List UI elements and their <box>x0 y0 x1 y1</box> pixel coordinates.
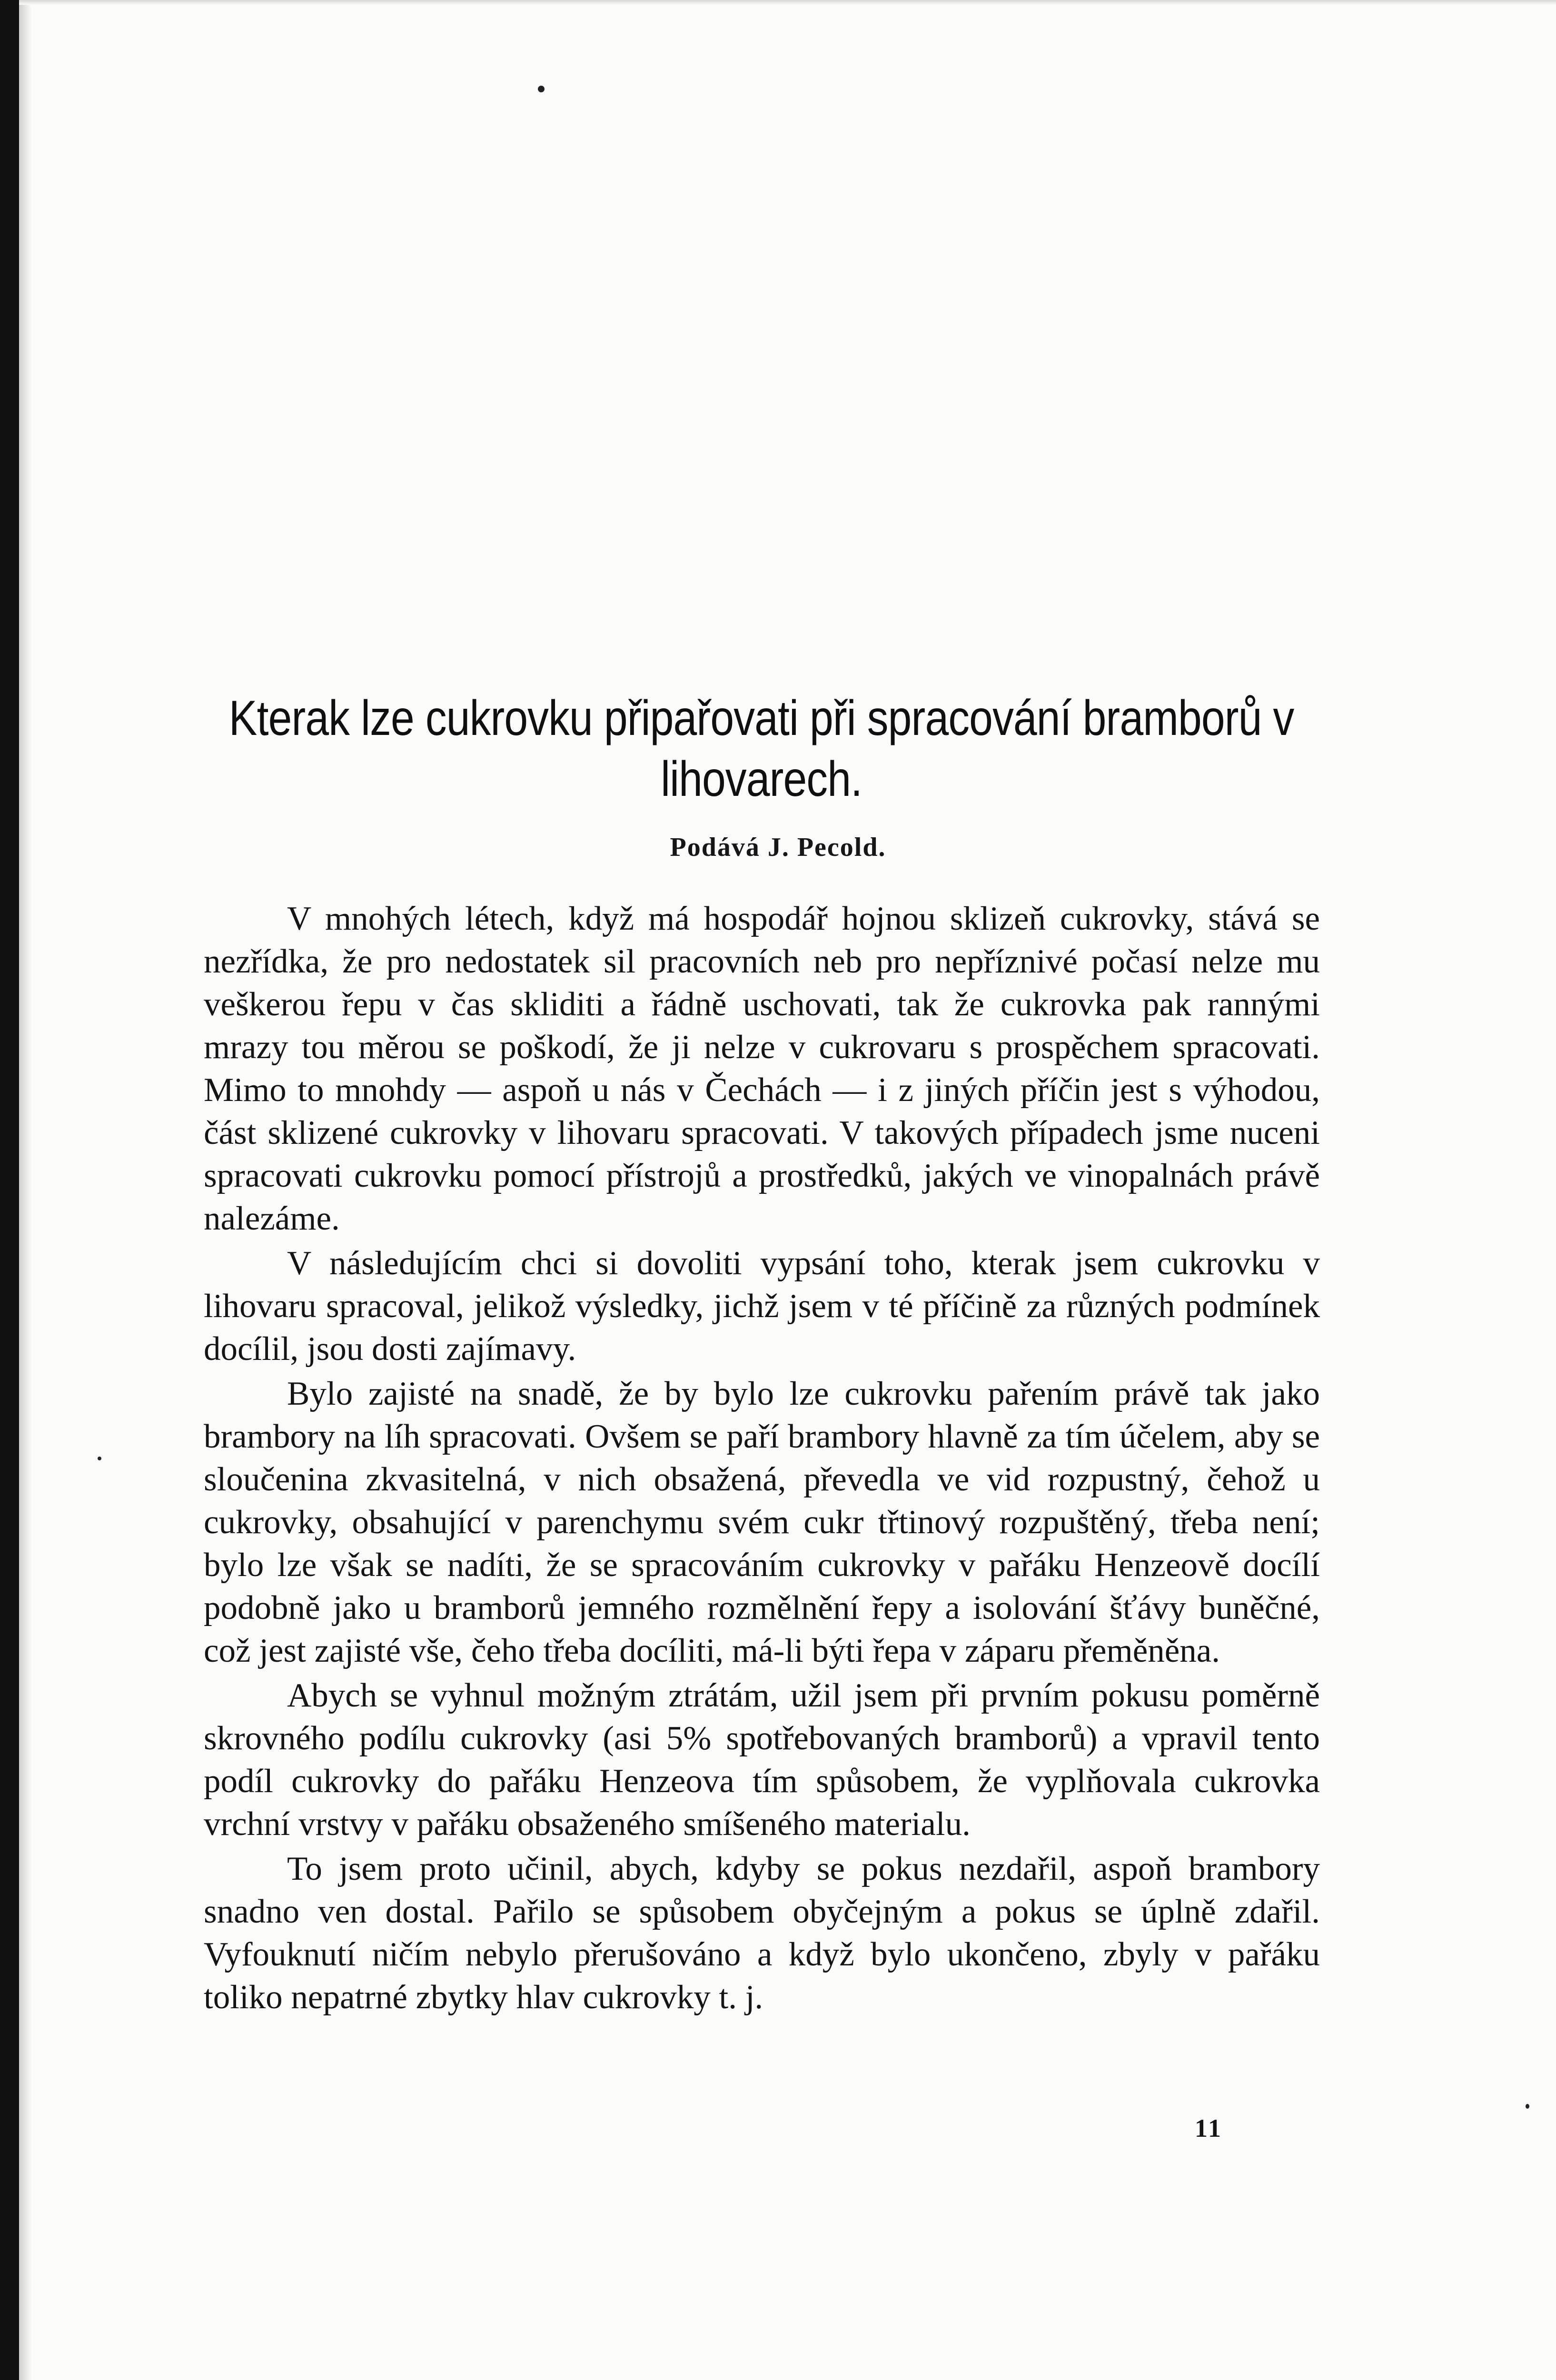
print-speck <box>538 86 545 92</box>
page-number: 11 <box>1195 2114 1223 2142</box>
page-top-edge <box>19 0 1556 5</box>
print-speck <box>98 1457 101 1460</box>
article-byline: Podává J. Pecold. <box>670 833 886 862</box>
page-binding-edge <box>0 0 19 2380</box>
body-paragraph: To jsem proto učinil, abych, kdyby se pokus nezdařil, aspoň brambory snadno ven dostal. Pařilo se spůsobem obyčejným a pokus se úplně zdařil. Vyfouknutí ničím nebylo přerušováno a když bylo ukončeno, zbyly v pařáku toliko nepatrné zbytky hlav cukrovky t. j. <box>204 1850 1320 2016</box>
body-paragraph: V následujícím chci si dovoliti vypsání toho, kterak jsem cukrovku v lihovaru spracoval, jelikož výsledky, jichž jsem v té příčině za různých podmínek docílil, jsou dosti zajímavy. <box>204 1245 1320 1368</box>
print-speck <box>1526 2104 1529 2109</box>
article-title: Kterak lze cukrovku připařovati při spracování bramborů v lihovarech. <box>228 691 1294 807</box>
body-paragraph: Abych se vyhnul možným ztrátám, užil jsem při prvním pokusu poměrně skrovného podílu cukrovky (asi 5% spotřebovaných bramborů) a vpravil tento podíl cukrovky do pařáku Henzeova tím spůsobem, že vyplňovala cukrovka vrchní vrstvy v pařáku obsaženého smíšeného materialu. <box>204 1677 1320 1843</box>
article-body <box>204 897 1320 2021</box>
page-edge-shadow <box>19 0 31 2380</box>
body-paragraph: V mnohých létech, když má hospodář hojnou sklizeň cukrovky, stává se nezřídka, že pro nedostatek sil pracovních neb pro nepříznivé počasí nelze mu veškerou řepu v čas skliditi a řádně uschovati, tak že cukrovka pak rannými mrazy tou měrou se poškodí, že ji nelze v cukrovaru s prospěchem spracovati. Mimo to mnohdy — aspoň u nás v Čechách — i z jiných příčin jest s výhodou, část sklizené cukrovky v lihovaru spracovati. V takových případech jsme nuceni spracovati cukrovku pomocí přístrojů a prostředků, jakých ve vinopalnách právě nalezáme. <box>204 900 1320 1237</box>
body-paragraph: Bylo zajisté na snadě, že by bylo lze cukrovku pařením právě tak jako brambory na líh spracovati. Ovšem se paří brambory hlavně za tím účelem, aby se sloučenina zkvasitelná, v nich obsažená, převedla ve vid rozpustný, čehož u cukrovky, obsahující v parenchymu svém cukr třtinový rozpuštěný, třeba není; bylo lze však se nadíti, že se spracováním cukrovky v pařáku Henzeově docílí podobně jako u bramborů jemného rozmělnění řepy a isolování šťávy buněčné, což jest zajisté vše, čeho třeba docíliti, má-li býti řepa v záparu přeměněna. <box>204 1375 1320 1669</box>
